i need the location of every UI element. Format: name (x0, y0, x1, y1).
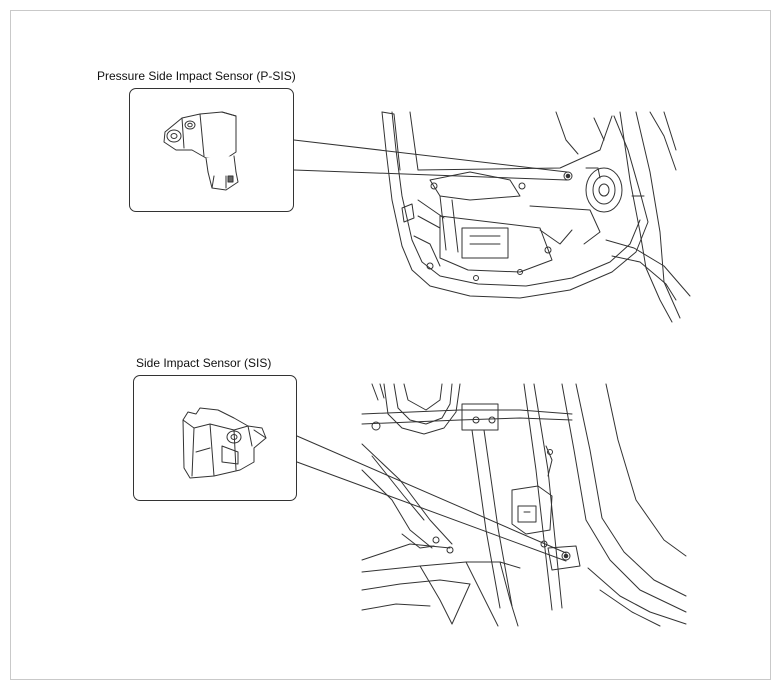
sis-label: Side Impact Sensor (SIS) (136, 356, 272, 370)
rear-door-interior-drawing (362, 384, 686, 626)
psis-sensor-icon (164, 112, 238, 190)
sis-leader-lines (297, 436, 566, 561)
psis-leader-lines (294, 140, 567, 180)
front-door-panel-drawing (382, 112, 690, 322)
psis-label: Pressure Side Impact Sensor (P-SIS) (97, 69, 296, 83)
sis-sensor-icon (183, 408, 266, 478)
